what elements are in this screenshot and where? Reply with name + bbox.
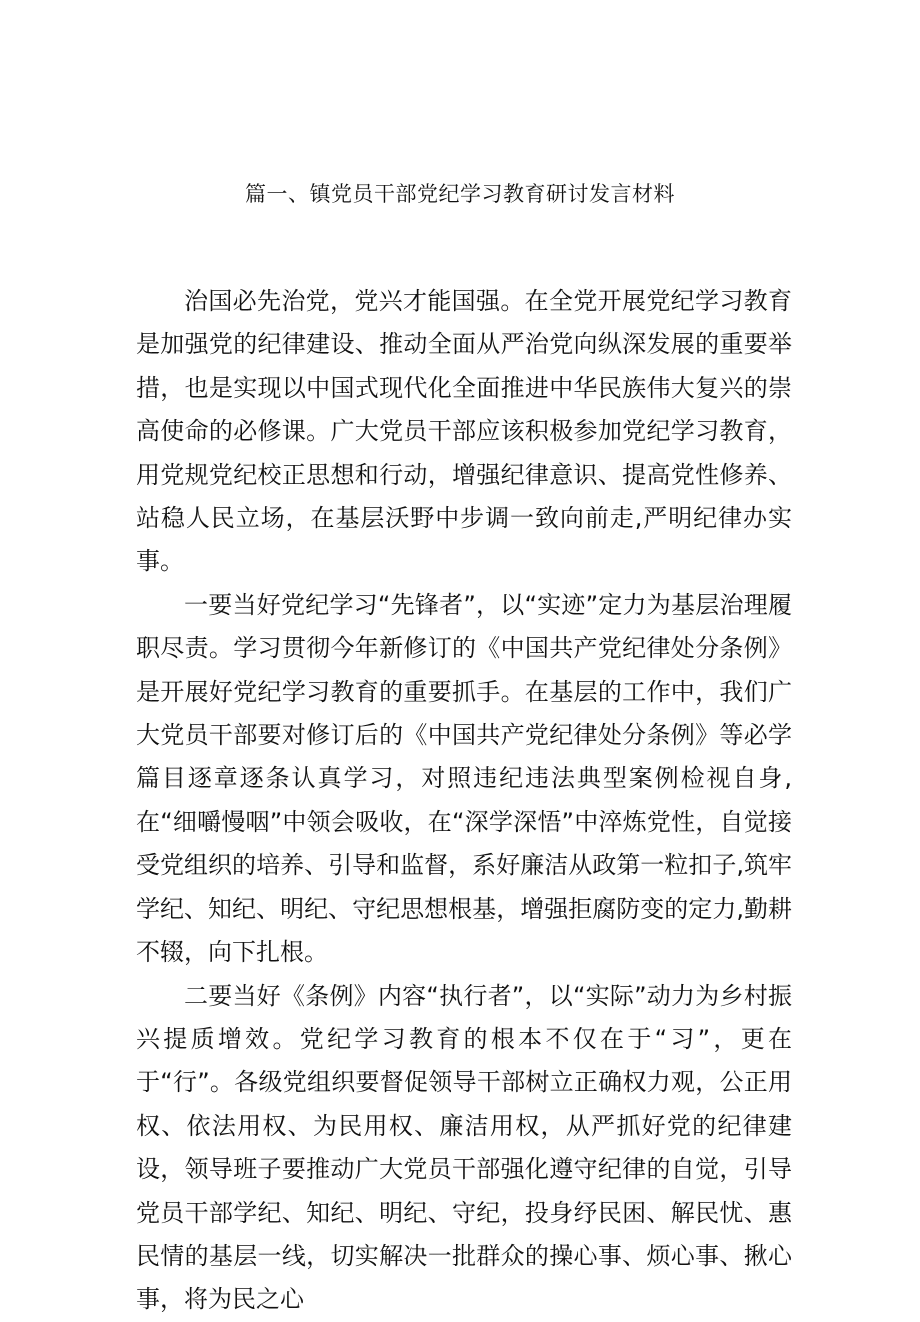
paragraph-point-two: 二要当好《条例》内容“执行者”，以“实际”动力为乡村振兴提质增效。党纪学习教育的根本不仅在于“习”，更在于“行”。各级党组织要督促领导干部树立正确权力观，公正用权、依法用权、为民用权、廉洁用权，从严抓好党的纪律建设，领导班子要推动广大党员干部强化遵守纪律的自觉，引导党员干部学纪、知纪、明纪、守纪，投身纾民困、解民忧、惠民情的基层一线，切实解决一批群众的操心事、烦心事、揪心事，将为民之心 <box>136 981 792 1314</box>
paragraph-point-one: 一要当好党纪学习“先锋者”，以“实迹”定力为基层治理履职尽责。学习贯彻今年新修订的《中国共产党纪律处分条例》是开展好党纪学习教育的重要抓手。在基层的工作中，我们广大党员干部要对修订后的《中国共产党纪律处分条例》等必学篇目逐章逐条认真学习，对照违纪违法典型案例检视自身,在“细嚼慢咽”中领会吸收，在“深学深悟”中淬炼党性，自觉接受党组织的培养、引导和监督，系好廉洁从政第一粒扣子,筑牢学纪、知纪、明纪、守纪思想根基，增强拒腐防变的定力,勤耕不辍，向下扎根。 <box>136 590 792 967</box>
document-body <box>136 280 792 1322</box>
document-title: 篇一、镇党员干部党纪学习教育研讨发言材料 <box>245 182 675 206</box>
paragraph-intro: 治国必先治党，党兴才能国强。在全党开展党纪学习教育是加强党的纪律建设、推动全面从严治党向纵深发展的重要举措，也是实现以中国式现代化全面推进中华民族伟大复兴的崇高使命的必修课。广大党员干部应该积极参加党纪学习教育，用党规党纪校正思想和行动，增强纪律意识、提高党性修养、站稳人民立场，在基层沃野中步调一致向前走,严明纪律办实事。 <box>136 287 792 576</box>
